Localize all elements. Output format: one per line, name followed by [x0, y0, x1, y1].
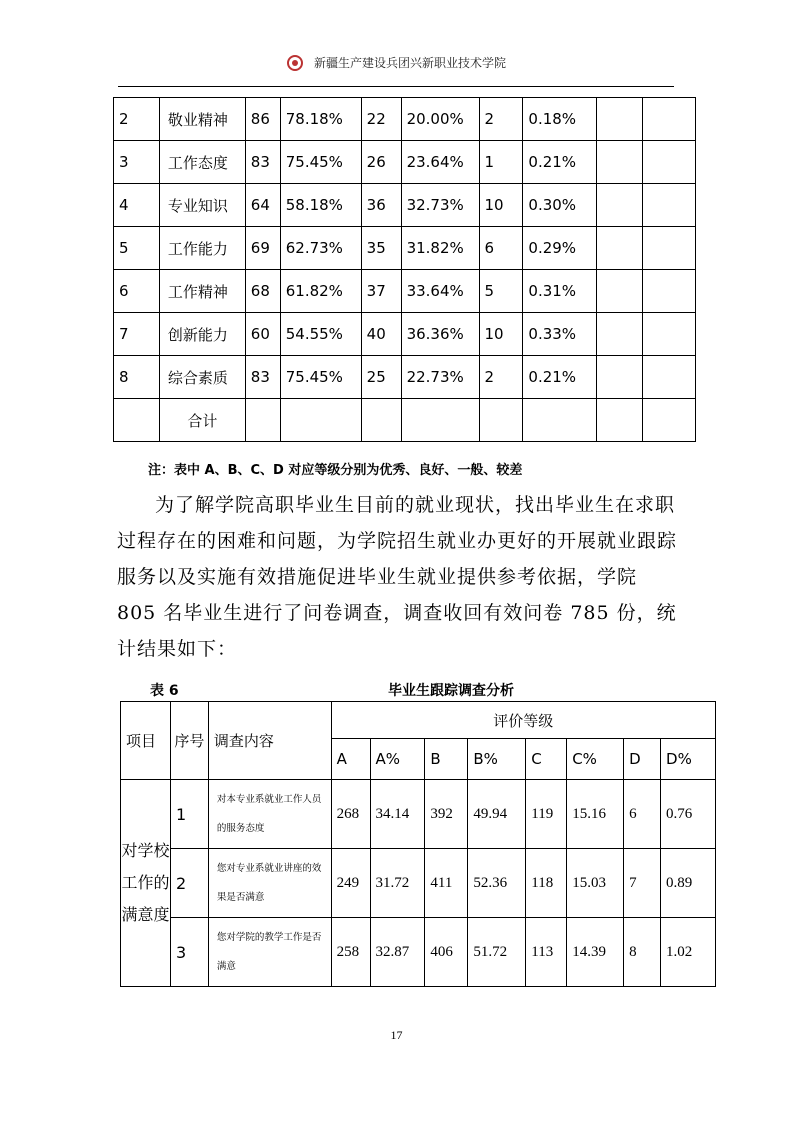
- table-cell: [245, 399, 280, 442]
- table-caption-title: 毕业生跟踪调查分析: [388, 683, 514, 699]
- header-col: A%: [370, 739, 425, 780]
- value-cell: 392: [425, 780, 468, 849]
- page-header: [0, 52, 793, 71]
- value-cell: 268: [331, 780, 370, 849]
- table-cell: 32.73%: [401, 184, 479, 227]
- table-cell: 61.82%: [280, 270, 361, 313]
- value-cell: 15.16: [567, 780, 624, 849]
- page-number: 17: [390, 1028, 403, 1042]
- table-cell: 22: [361, 98, 401, 141]
- value-cell: 0.89: [661, 849, 716, 918]
- table-cell: 敬业精神: [159, 98, 245, 141]
- table-cell: 5: [114, 227, 160, 270]
- header-seq: 序号: [170, 702, 208, 780]
- seq-cell: 3: [170, 918, 208, 987]
- table-header-row: [121, 702, 716, 739]
- table-cell: [643, 270, 696, 313]
- table-cell: 2: [479, 356, 523, 399]
- seq-cell: 2: [170, 849, 208, 918]
- table-cell: [597, 356, 643, 399]
- header-col: C: [526, 739, 567, 780]
- table-cell: 0.29%: [523, 227, 597, 270]
- table-cell: [643, 227, 696, 270]
- value-cell: 52.36: [468, 849, 526, 918]
- table-cell: 40: [361, 313, 401, 356]
- table-cell: [597, 184, 643, 227]
- value-cell: 6: [624, 780, 661, 849]
- value-cell: 7: [624, 849, 661, 918]
- value-cell: 258: [331, 918, 370, 987]
- value-cell: 34.14: [370, 780, 425, 849]
- body-paragraph: [117, 487, 682, 667]
- survey-table: [120, 701, 716, 987]
- content-cell: 您对学院的教学工作是否满意: [208, 918, 331, 987]
- table-cell: 75.45%: [280, 356, 361, 399]
- table-cell: 工作精神: [159, 270, 245, 313]
- table-row: [114, 356, 696, 399]
- value-cell: 0.76: [661, 780, 716, 849]
- table-cell: 0.30%: [523, 184, 597, 227]
- table-cell: 64: [245, 184, 280, 227]
- table-note: 注：表中 A、B、C、D 对应等级分别为优秀、良好、一般、较差: [148, 463, 523, 478]
- table-cell: 1: [479, 141, 523, 184]
- table-cell: 26: [361, 141, 401, 184]
- table-cell: 0.21%: [523, 356, 597, 399]
- table-cell: 35: [361, 227, 401, 270]
- table-row: [114, 227, 696, 270]
- table-cell: [114, 399, 160, 442]
- table-cell: 2: [114, 98, 160, 141]
- table-cell: 6: [479, 227, 523, 270]
- value-cell: 32.87: [370, 918, 425, 987]
- table-cell: [361, 399, 401, 442]
- table-cell: [479, 399, 523, 442]
- table-row: [114, 184, 696, 227]
- table-row: [121, 780, 716, 849]
- value-cell: 249: [331, 849, 370, 918]
- total-label: 合计: [159, 399, 245, 442]
- table-cell: 54.55%: [280, 313, 361, 356]
- table-cell: [597, 270, 643, 313]
- value-cell: 14.39: [567, 918, 624, 987]
- table-total-row: [114, 399, 696, 442]
- table-cell: [643, 141, 696, 184]
- table-cell: 0.21%: [523, 141, 597, 184]
- header-col: C%: [567, 739, 624, 780]
- value-cell: 31.72: [370, 849, 425, 918]
- table-cell: 0.31%: [523, 270, 597, 313]
- header-col: D: [624, 739, 661, 780]
- header-content: 调查内容: [208, 702, 331, 780]
- table-cell: 工作能力: [159, 227, 245, 270]
- header-col: D%: [661, 739, 716, 780]
- table-cell: 10: [479, 313, 523, 356]
- table-cell: 0.18%: [523, 98, 597, 141]
- table-cell: [523, 399, 597, 442]
- item-label: 对学校工作的满意度: [121, 780, 171, 987]
- table-cell: 33.64%: [401, 270, 479, 313]
- value-cell: 411: [425, 849, 468, 918]
- value-cell: 119: [526, 780, 567, 849]
- header-divider: [118, 86, 674, 87]
- header-title: 新疆生产建设兵团兴新职业技术学院: [314, 56, 507, 70]
- value-cell: 406: [425, 918, 468, 987]
- table-cell: 83: [245, 356, 280, 399]
- header-col: B%: [468, 739, 526, 780]
- value-cell: 113: [526, 918, 567, 987]
- value-cell: 15.03: [567, 849, 624, 918]
- table-cell: 创新能力: [159, 313, 245, 356]
- header-col: A: [331, 739, 370, 780]
- table-cell: 7: [114, 313, 160, 356]
- value-cell: 49.94: [468, 780, 526, 849]
- table-cell: 36.36%: [401, 313, 479, 356]
- table-cell: [643, 98, 696, 141]
- table-cell: [597, 141, 643, 184]
- table-cell: [597, 98, 643, 141]
- value-cell: 118: [526, 849, 567, 918]
- table-cell: [643, 184, 696, 227]
- table-cell: 75.45%: [280, 141, 361, 184]
- table-cell: 68: [245, 270, 280, 313]
- table-cell: 专业知识: [159, 184, 245, 227]
- table-cell: [643, 356, 696, 399]
- table-cell: 62.73%: [280, 227, 361, 270]
- table-caption-number: 表 6: [150, 683, 179, 699]
- table-cell: 0.33%: [523, 313, 597, 356]
- table-cell: 3: [114, 141, 160, 184]
- table-cell: 10: [479, 184, 523, 227]
- header-item: 项目: [121, 702, 171, 780]
- value-cell: 8: [624, 918, 661, 987]
- table-cell: 2: [479, 98, 523, 141]
- table-cell: 4: [114, 184, 160, 227]
- table-cell: 83: [245, 141, 280, 184]
- content-cell: 对本专业系就业工作人员的服务态度: [208, 780, 331, 849]
- table-cell: [597, 313, 643, 356]
- table-cell: 综合素质: [159, 356, 245, 399]
- table-cell: 86: [245, 98, 280, 141]
- evaluation-table: [113, 97, 696, 442]
- table-cell: [280, 399, 361, 442]
- table-row: [121, 918, 716, 987]
- table-cell: 78.18%: [280, 98, 361, 141]
- table-row: [114, 313, 696, 356]
- table-cell: [401, 399, 479, 442]
- table-cell: 58.18%: [280, 184, 361, 227]
- table-cell: [643, 399, 696, 442]
- table-cell: 20.00%: [401, 98, 479, 141]
- table-cell: [597, 399, 643, 442]
- table-cell: 60: [245, 313, 280, 356]
- paragraph-text: 为了解学院高职毕业生目前的就业现状，找出毕业生在求职过程存在的困难和问题，为学院招生就业办更好的开展就业跟踪服务以及实施有效措施促进毕业生就业提供参考依据，学院 805 名毕业生进行了问卷调查，调查收回有效问卷 785 份，统计结果如下：: [117, 494, 678, 660]
- table-cell: 31.82%: [401, 227, 479, 270]
- table-cell: [643, 313, 696, 356]
- header-rating: 评价等级: [331, 702, 715, 739]
- value-cell: 1.02: [661, 918, 716, 987]
- table-cell: 37: [361, 270, 401, 313]
- table-row: [121, 849, 716, 918]
- seq-cell: 1: [170, 780, 208, 849]
- table-cell: 8: [114, 356, 160, 399]
- table-cell: 6: [114, 270, 160, 313]
- table-cell: [597, 227, 643, 270]
- school-seal-icon: [287, 55, 303, 71]
- table-cell: 36: [361, 184, 401, 227]
- table-cell: 25: [361, 356, 401, 399]
- table-cell: 5: [479, 270, 523, 313]
- table-cell: 23.64%: [401, 141, 479, 184]
- header-col: B: [425, 739, 468, 780]
- table-row: [114, 98, 696, 141]
- table-cell: 工作态度: [159, 141, 245, 184]
- value-cell: 51.72: [468, 918, 526, 987]
- content-cell: 您对专业系就业讲座的效果是否满意: [208, 849, 331, 918]
- table-cell: 69: [245, 227, 280, 270]
- table-cell: 22.73%: [401, 356, 479, 399]
- table-row: [114, 270, 696, 313]
- table-row: [114, 141, 696, 184]
